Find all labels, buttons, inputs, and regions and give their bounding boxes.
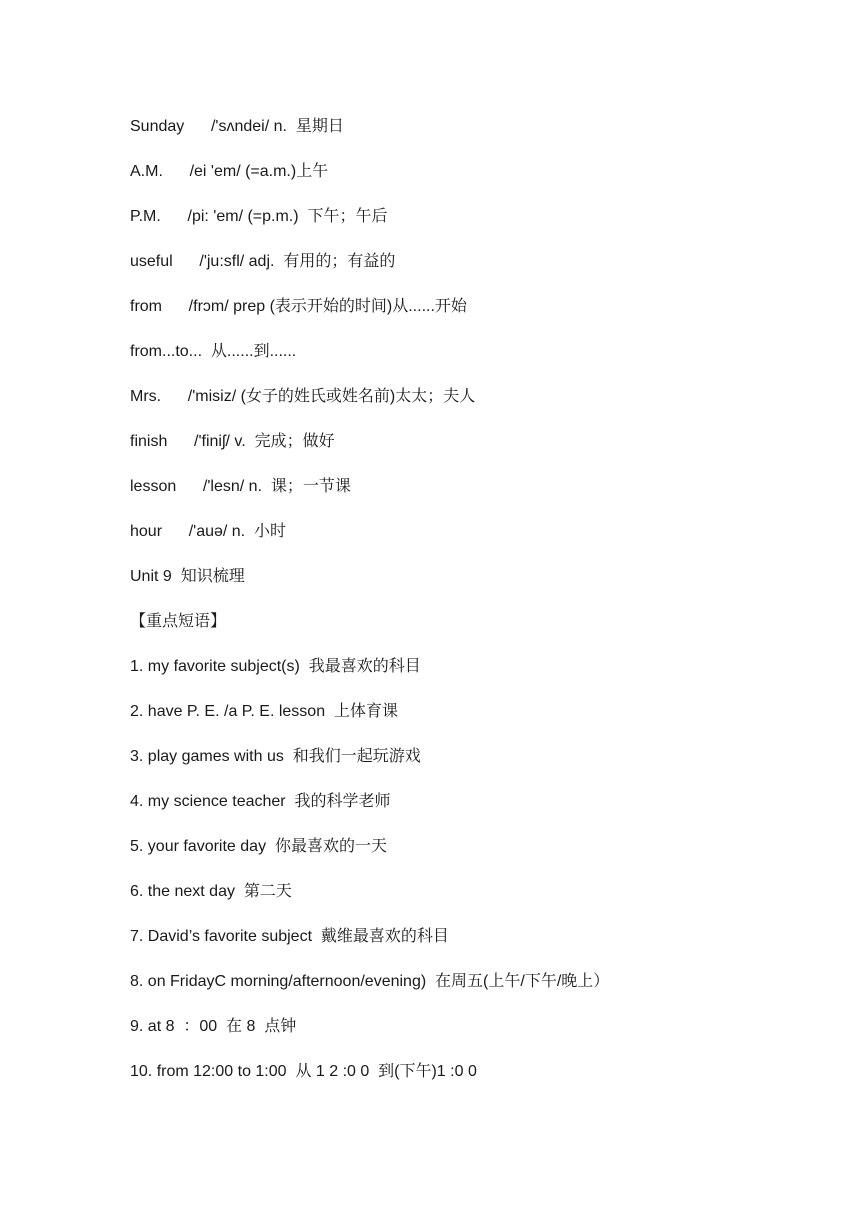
vocab-entry-mrs: Mrs. /'misiz/ (女子的姓氏或姓名前)太太；夫人	[130, 388, 476, 405]
phrase-item-9: 9. at 8 ：00 在 8 点钟	[130, 1018, 297, 1035]
phrase-item-2: 2. have P. E. /a P. E. lesson 上体育课	[130, 703, 398, 720]
vocab-entry-pm: P.M. /pi: 'em/ (=p.m.) 下午；午后	[130, 208, 388, 225]
vocab-entry-finish: finish /'finiʃ/ v. 完成；做好	[130, 433, 335, 450]
phrase-item-4: 4. my science teacher 我的科学老师	[130, 793, 391, 810]
phrase-item-10: 10. from 12:00 to 1:00 从 1 2 :0 0 到(下午)1 :0 0	[130, 1063, 477, 1080]
section-title-unit-9: Unit 9 知识梳理	[130, 568, 245, 585]
section-heading-key-phrases: 【重点短语】	[130, 613, 227, 630]
vocab-entry-hour: hour /'auə/ n. 小时	[130, 523, 287, 540]
phrase-item-7: 7. David’s favorite subject 戴维最喜欢的科目	[130, 928, 449, 945]
vocab-entry-useful: useful /'ju:sfl/ adj. 有用的；有益的	[130, 253, 396, 270]
vocab-entry-from: from /frɔm/ prep (表示开始的时间)从......开始	[130, 298, 467, 315]
vocab-entry-lesson: lesson /'lesn/ n. 课；一节课	[130, 478, 351, 495]
phrase-item-3: 3. play games with us 和我们一起玩游戏	[130, 748, 421, 765]
vocab-entry-am: A.M. /ei 'em/ (=a.m.)上午	[130, 163, 329, 180]
phrase-item-6: 6. the next day 第二天	[130, 883, 292, 900]
phrase-item-8: 8. on FridayC morning/afternoon/evening) 在周五(上午/下午/晚上）	[130, 973, 610, 990]
phrase-item-1: 1. my favorite subject(s) 我最喜欢的科目	[130, 658, 421, 675]
phrase-item-5: 5. your favorite day 你最喜欢的一天	[130, 838, 387, 855]
vocab-entry-from-to: from...to... 从......到......	[130, 343, 297, 360]
vocab-entry-sunday: Sunday /'sʌndei/ n. 星期日	[130, 118, 344, 135]
